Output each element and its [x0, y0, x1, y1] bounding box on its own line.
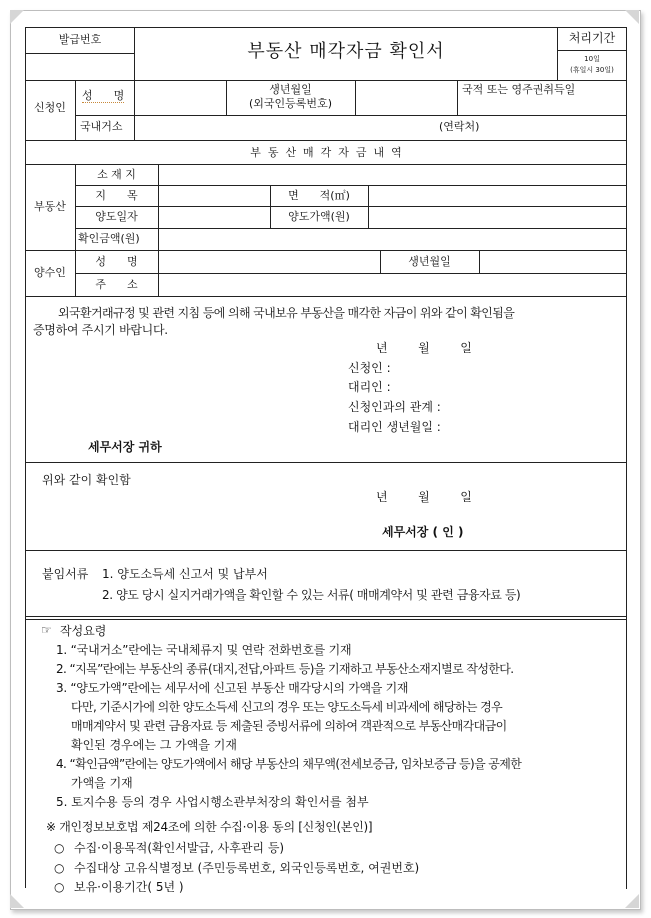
- transfer-date-field[interactable]: [159, 207, 269, 227]
- addressee: 세무서장 귀하: [88, 440, 162, 454]
- nationality-label: 국적 또는 영주권취득일: [462, 83, 576, 96]
- area-label: 면 적(㎡): [288, 189, 350, 202]
- transfer-date-label: 양도일자: [95, 210, 138, 223]
- address-label: 국내거소: [80, 120, 123, 133]
- guide-heading: 작성요령: [60, 624, 107, 638]
- property-section-label: 부동산: [34, 200, 66, 213]
- privacy-bullet-icon: ○: [54, 880, 65, 894]
- privacy-heading: ※ 개인정보보호법 제24조에 의한 수집·이용 동의 [신청인(본인)]: [46, 820, 373, 834]
- address-field[interactable]: [135, 116, 425, 139]
- buyer-name-label: 성 명: [95, 255, 138, 268]
- privacy-item-1: 수집·이용목적(확인서발급, 사후관리 등): [74, 841, 285, 855]
- confirm-date: 년 월 일: [376, 490, 472, 504]
- issue-number-label: 발급번호: [58, 33, 102, 46]
- buyer-section-label: 양수인: [34, 266, 66, 279]
- confirm-signer: 세무서장 ( 인 ): [382, 525, 464, 539]
- guide-line-2: 2. “지목”란에는 부동산의 종류(대지,전답,아파트 등)을 기재하고 부동산소재지별로 작성한다.: [56, 662, 514, 676]
- agent-label: 대리인 :: [348, 380, 391, 394]
- issue-number-field[interactable]: [26, 54, 134, 79]
- privacy-item-3: 보유·이용기간( 5년 ): [74, 880, 184, 894]
- confirm-amount-field[interactable]: [159, 229, 626, 249]
- applicant-birth-field[interactable]: [356, 81, 456, 114]
- request-date: 년 월 일: [376, 341, 472, 355]
- relation-label: 신청인과의 관계 :: [348, 400, 441, 414]
- land-category-field[interactable]: [159, 186, 269, 205]
- contact-field[interactable]: [490, 116, 626, 139]
- privacy-item-2: 수집대상 고유식별정보 (주민등록번호, 외국인등록번호, 여권번호): [74, 861, 420, 875]
- guide-line-5: 매매계약서 및 관련 금융자료 등 제출된 증빙서류에 의하여 객관적으로 부동산매각대금이: [71, 719, 507, 733]
- details-section-header: 부 동 산 매 각 자 금 내 역: [250, 146, 402, 159]
- applicant-name-field[interactable]: [135, 81, 225, 114]
- applicant-birth-sub-label: (외국인등록번호): [249, 97, 332, 110]
- location-label: 소 재 지: [97, 168, 136, 181]
- privacy-bullet-icon: ○: [54, 861, 65, 875]
- contact-label: (연락처): [439, 120, 480, 133]
- area-field[interactable]: [369, 186, 626, 205]
- pointing-hand-icon: ☞: [41, 623, 52, 637]
- confirm-amount-label: 확인금액(원): [78, 232, 140, 245]
- buyer-name-field[interactable]: [159, 251, 379, 272]
- request-text-line2: 증명하여 주시기 바랍니다.: [33, 323, 168, 337]
- agent-birth-label: 대리인 생년월일 :: [348, 420, 441, 434]
- page-corner-decoration: [10, 10, 639, 908]
- confirm-statement: 위와 같이 확인함: [42, 473, 131, 487]
- guide-line-8: 가액을 기재: [71, 776, 133, 790]
- applicant-section-label: 신청인: [34, 101, 66, 114]
- attachment-item-1: 1. 양도소득세 신고서 및 납부서: [102, 567, 268, 581]
- processing-period-label: 처리기간: [568, 31, 616, 45]
- location-field[interactable]: [159, 165, 626, 184]
- buyer-birth-field[interactable]: [480, 251, 626, 272]
- land-category-label: 지 목: [95, 189, 138, 202]
- transfer-price-label: 양도가액(원): [288, 210, 350, 223]
- guide-line-4: 다만, 기준시가에 의한 양도소득세 신고의 경우 또는 양도소득세 비과세에 해당하는 경우: [71, 700, 503, 714]
- buyer-address-field[interactable]: [159, 274, 626, 295]
- guide-line-3: 3. “양도가액”란에는 세무서에 신고된 부동산 매각당시의 가액을 기재: [56, 681, 409, 695]
- processing-days: 10일: [584, 55, 600, 63]
- attachment-item-2: 2. 양도 당시 실지거래가액을 확인할 수 있는 서류( 매매계약서 및 관련 금융자료 등): [102, 588, 521, 602]
- applicant-birth-label: 생년월일: [269, 83, 312, 96]
- buyer-birth-label: 생년월일: [408, 255, 451, 268]
- processing-note: (휴일시 30일): [570, 66, 614, 74]
- guide-line-1: 1. “국내거소”란에는 국내체류지 및 연락 전화번호를 기재: [56, 643, 352, 657]
- attachments-label: 붙임서류: [42, 567, 89, 581]
- privacy-bullet-icon: ○: [54, 841, 65, 855]
- applicant-signature-label: 신청인 :: [348, 361, 391, 375]
- page-title: 부동산 매각자금 확인서: [247, 41, 445, 62]
- nationality-field[interactable]: [458, 98, 626, 114]
- buyer-address-label: 주 소: [95, 278, 138, 291]
- guide-line-7: 4. “확인금액”란에는 양도가액에서 해당 부동산의 채무액(전세보증금, 임차보증금 등)을 공제한: [56, 757, 522, 771]
- transfer-price-field[interactable]: [369, 207, 626, 227]
- applicant-name-label: 성 명: [82, 89, 125, 102]
- guide-line-6: 확인된 경우에는 그 가액을 기재: [71, 738, 237, 752]
- guide-line-9: 5. 토지수용 등의 경우 사업시행소관부처장의 확인서를 첨부: [56, 795, 369, 809]
- request-text-line1: 외국환거래규정 및 관련 지침 등에 의해 국내보유 부동산을 매각한 자금이 위와 같이 확인됨을: [58, 306, 515, 320]
